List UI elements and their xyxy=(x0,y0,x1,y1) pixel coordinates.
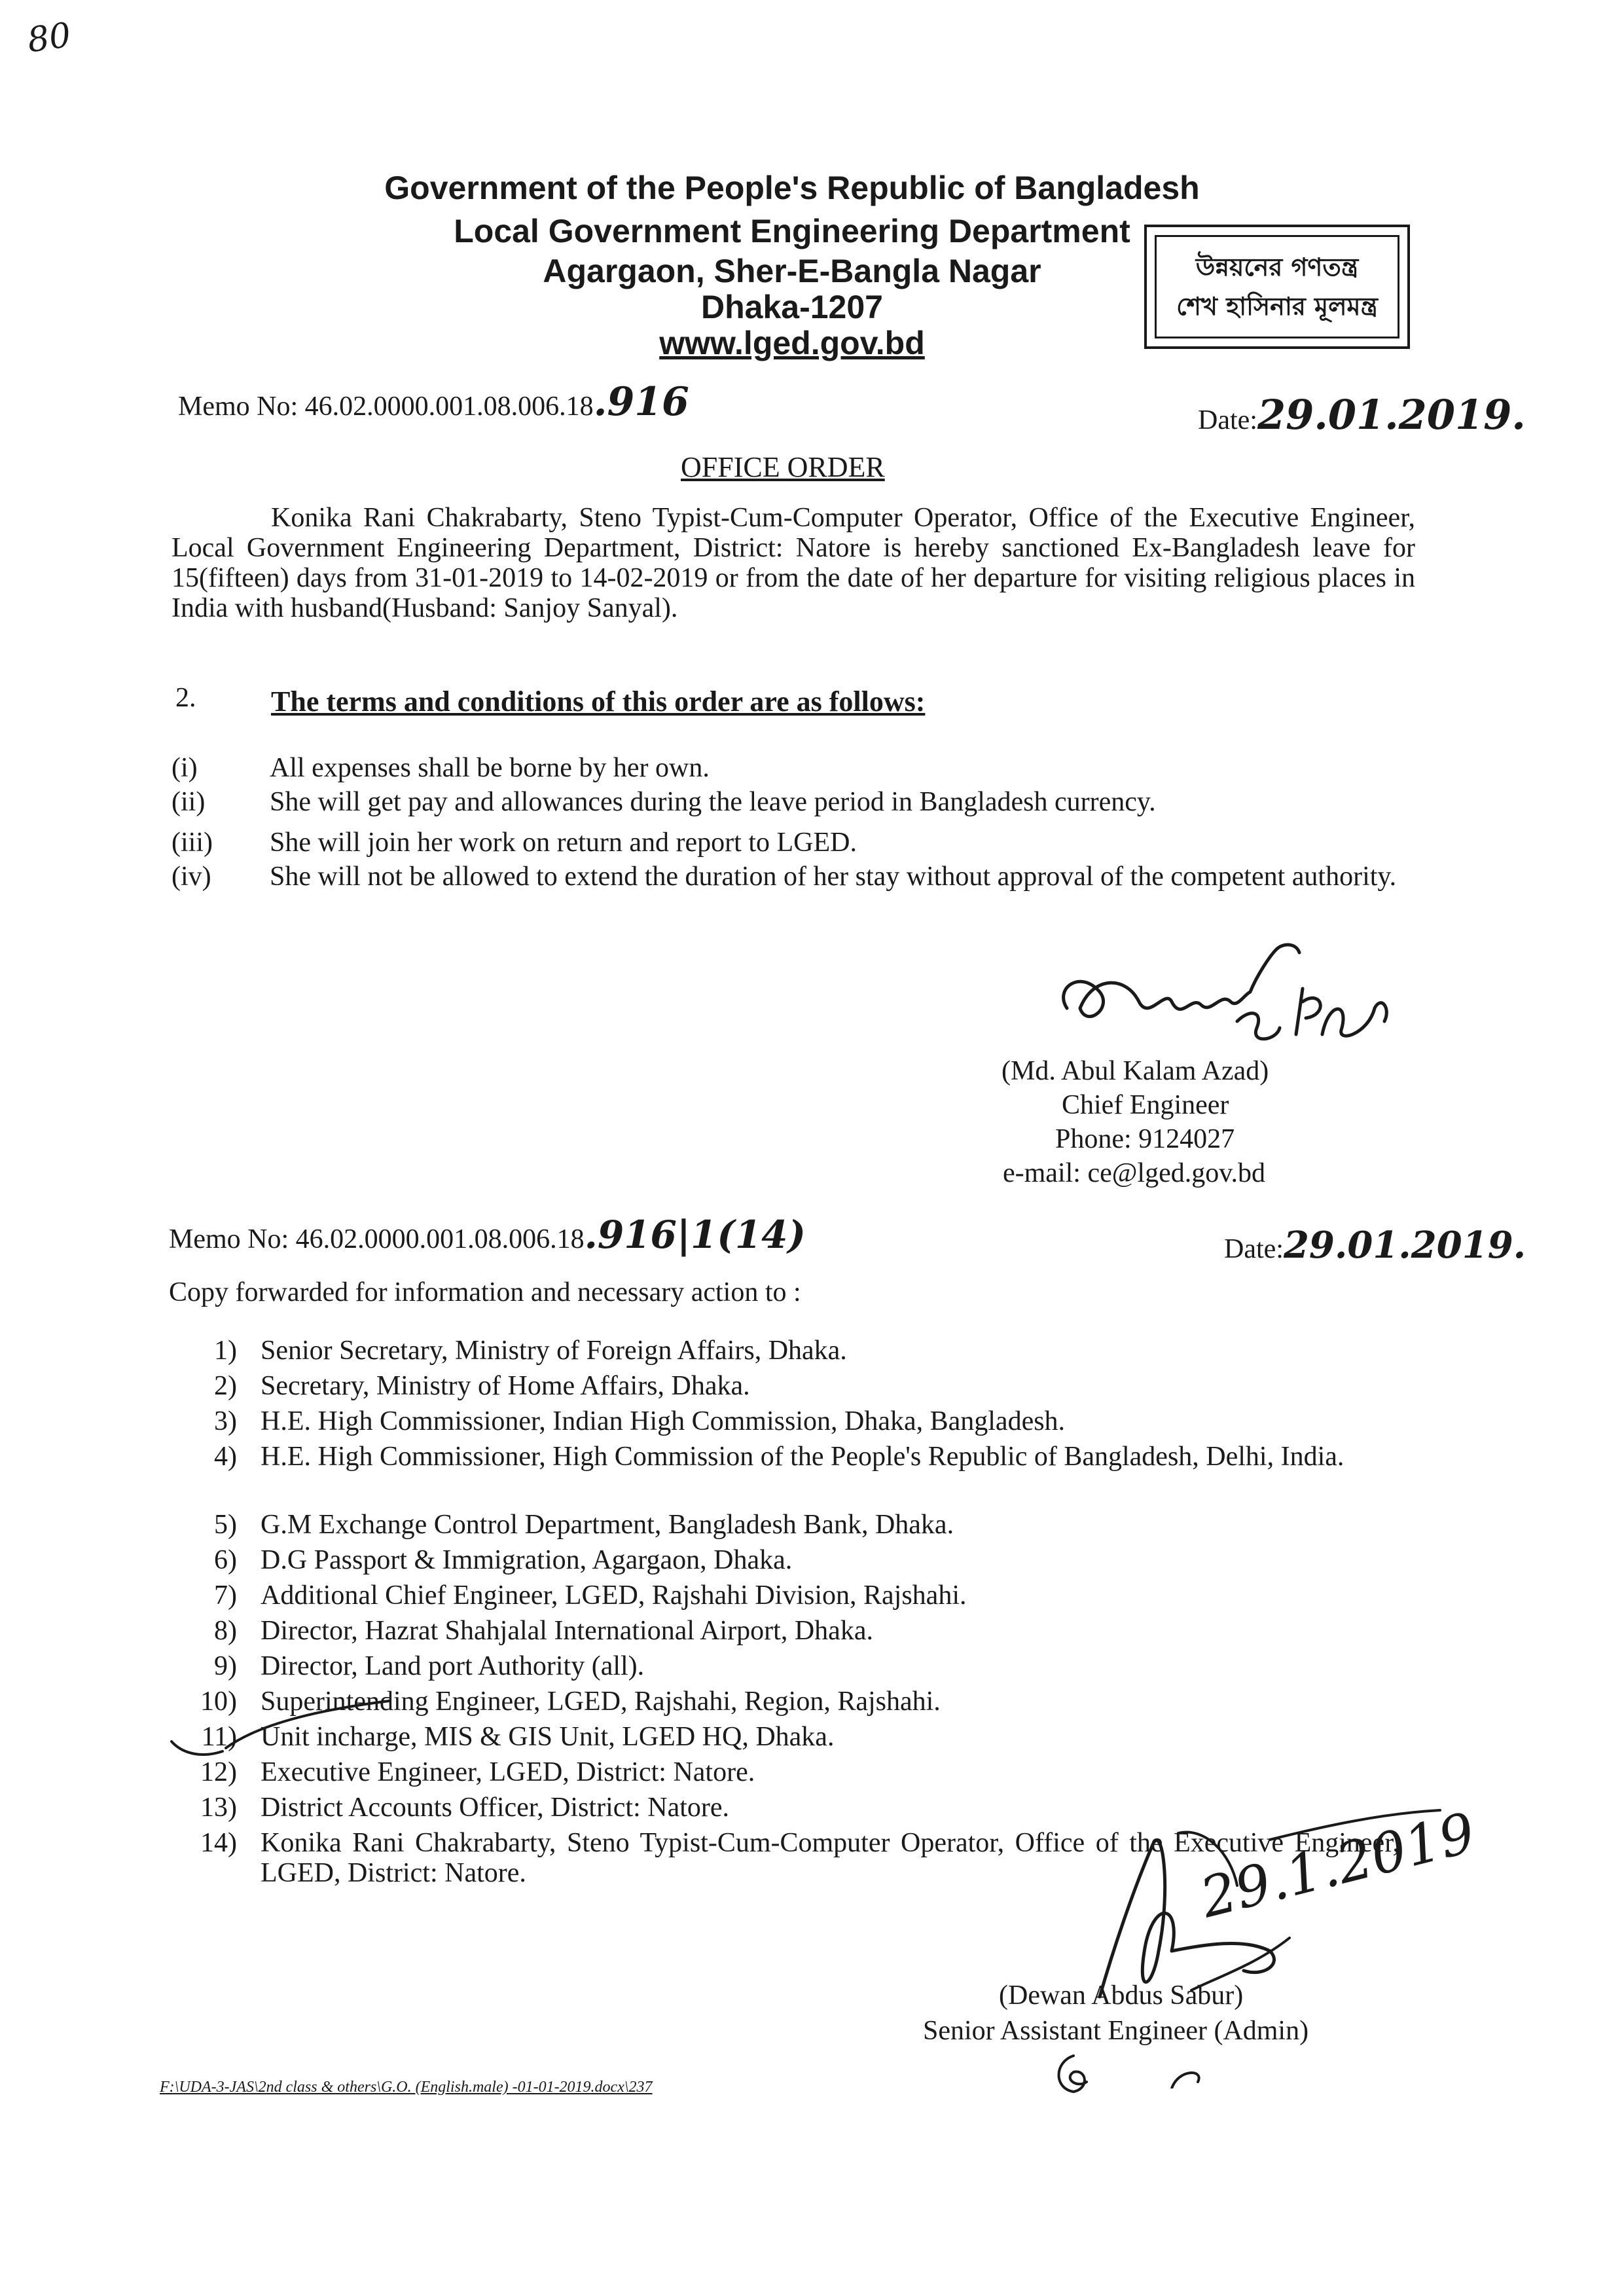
memo-date-handwritten-2: 29.01.2019. xyxy=(1283,1224,1526,1267)
signatory1-designation: Chief Engineer xyxy=(1062,1090,1229,1120)
signatory1-email: e-mail: ce@lged.gov.bd xyxy=(1003,1158,1265,1188)
handwritten-tick-mark xyxy=(164,1696,399,1768)
signature2-handwritten-date: 29.1.2019 xyxy=(1194,1800,1482,1931)
terms-heading: The terms and conditions of this order are as follows: xyxy=(271,685,926,718)
header-website: www.lged.gov.bd xyxy=(659,325,925,361)
order-body-paragraph: Konika Rani Chakrabarty, Steno Typist-Cum-Computer Operator, Office of the Executive Engineer, Local Government Engineering Department, District: Natore is hereby sanctioned Ex-Bangladesh leave for 15(fifteen) days from 31-01-2019 to 14-02-2019 or from the date of her departure for visiting religious places in India with husband(Husband: Sanjoy Sanyal). xyxy=(171,503,1415,623)
corner-handwritten-mark: 80 xyxy=(25,15,74,61)
memo-date-handwritten-1: 29.01.2019. xyxy=(1257,391,1526,439)
document-title: OFFICE ORDER xyxy=(681,451,885,483)
signatory1-name: (Md. Abul Kalam Azad) xyxy=(1001,1056,1269,1086)
header-address: Agargaon, Sher-E-Bangla Nagar xyxy=(543,253,1041,289)
header-government: Government of the People's Republic of Bangladesh xyxy=(384,170,1200,206)
slogan-line1: উন্নয়নের গণতন্ত্র xyxy=(1195,253,1359,282)
document-page: 80 Government of the People's Republic of Bangladesh Local Government Engineering Department Agargaon, Sher-E-Bangla Nagar Dhaka-1207 www.lged.gov.bd উন্নয়নের গণতন্ত্র শেখ হাসিনার মূলমন্ত্র Memo No: 46.02.0000.001.08.006.18.916 Date:29.01.2019. OFFICE ORDER Konika Rani Chakrabarty, Steno Typist-Cum-Computer Operator, Office of the Executive Engineer, Local Government Engineering Department, District: Natore is hereby sanctioned Ex-Bangladesh leave for 15(fifteen) days from 31-01-2019 to 14-02-2019 or from the date of her departure for visiting religious places in India with husband(Husband: Sanjoy Sanyal). 2. The terms and conditions of this order are as follows: (i) All expenses shall be borne by her own. (ii) She will get pay and allowances during the leave period in Bangladesh currency. (iii) She will join her work on return and report to LGED. (iv) She will not be allowed to extend the duration of her stay without approval of the competent authority. (Md. Abul Kalam Azad) Chief Engineer Phone: 9124027 e-mail: ce@lged.gov.bd Memo No: 46.02.0000.001.08.006.18.916|1(14) Date:29.01.2019. Copy forwarded for information and necessary action to : 1) Senior Secretary, Ministry of Foreign Affairs, Dhaka. 2) Secretary, Ministry of Home Affairs, Dhaka. 3) H.E. High Commissioner, Indian High Commission, Dhaka, Bangladesh. 4) H.E. High Commissioner, High Commission of the People's Republic of Bangladesh, Delhi, India. 5) G.M Exchange Control Department, Bangladesh Bank, Dhaka. 6) D.G Passport & Immigration, Agargaon, Dhaka. 7) Additional Chief Engineer, LGED, Rajshahi Division, Rajshahi. 8) Director, Hazrat Shahjalal International Airport, Dhaka. 9) Director, Land port Authority (all). 10) Superintending Engineer, LGED, Rajshahi, Region, Rajshahi. 11) Unit incharge, MIS & GIS Unit, LGED HQ, Dhaka. 12) Executive Engineer, LGED, District: Natore. 13) District Accounts Officer, District: Natore. 14) Konika Rani Chakrabarty, Steno Typist-Cum-Computer Operator, Office of the Executive Engineer, LGED, District: Natore. 29.1.2019 (Dewan Abdus Sabur) Senior Assistant Engineer (Admin) F:\UDA-3-JAS\2nd class & others\G.O. (English.male) -01-01-2019.docx\237 xyxy=(0,0,1624,2296)
header-city: Dhaka-1207 xyxy=(701,289,883,325)
memo-number-1: Memo No: 46.02.0000.001.08.006.18.916 xyxy=(178,379,689,425)
initial-mark xyxy=(1047,2049,1100,2102)
copy-forward-intro: Copy forwarded for information and necessary action to : xyxy=(169,1277,801,1307)
slogan-box xyxy=(1144,225,1410,349)
signatory2-name: (Dewan Abdus Sabur) xyxy=(999,1980,1244,2011)
header-department: Local Government Engineering Department xyxy=(454,213,1130,249)
memo-date-2: Date:29.01.2019. xyxy=(1224,1224,1526,1267)
signatory1-phone: Phone: 9124027 xyxy=(1055,1124,1235,1154)
terms-number: 2. xyxy=(175,683,196,713)
file-path-footer: F:\UDA-3-JAS\2nd class & others\G.O. (English.male) -01-01-2019.docx\237 xyxy=(160,2079,653,2096)
memo-number-2: Memo No: 46.02.0000.001.08.006.18.916|1(14) xyxy=(169,1212,806,1257)
signature-chief-engineer xyxy=(1041,930,1407,1067)
memo-handwritten-suffix-2: .916|1(14) xyxy=(584,1212,806,1257)
slogan-line2: শেখ হাসিনার মূলমন্ত্র xyxy=(1176,292,1378,321)
memo-date-1: Date:29.01.2019. xyxy=(1198,391,1526,439)
signatory2-designation: Senior Assistant Engineer (Admin) xyxy=(923,2016,1309,2046)
memo-handwritten-suffix-1: .916 xyxy=(593,379,689,425)
